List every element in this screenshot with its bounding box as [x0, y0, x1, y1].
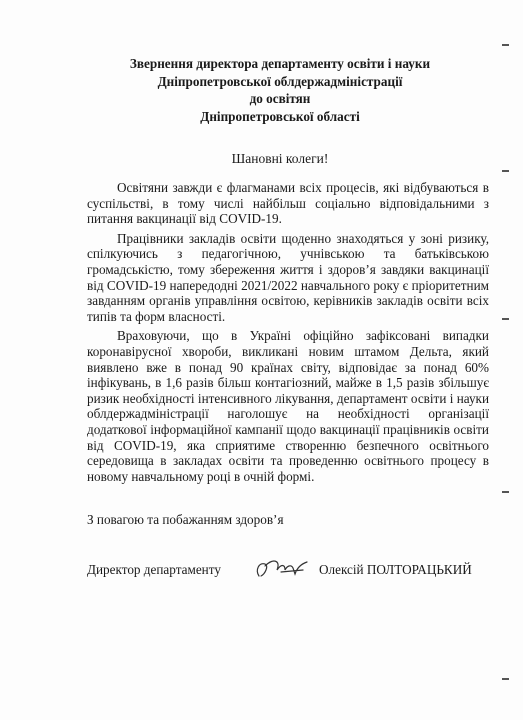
- heading-line: Дніпропетровської облдержадміністрації: [157, 73, 403, 89]
- greeting: Шановні колеги!: [231, 151, 329, 166]
- margin-dash: [502, 318, 509, 320]
- heading-line: Звернення директора департаменту освіти і науки: [129, 56, 431, 71]
- document-heading: [60, 55, 500, 125]
- paragraph: Враховуючи, що в Україні офіційно зафіксовані випадки коронавірусної хвороби, викликані новим штамом Дельта, який виявлено вже в понад 90 країнах світу, відповідає за понад 60% інфікувань, в 1,6 разів більш контагіозний, майже в 1,5 разів збільшує ризик необхідності інтенсивного лікування, департамент освіти і науки облдержадміністрації наголошує на необхідності організації додаткової інформаційної кампанії щодо вакцинації працівників освіти від COVID-19, яка сприятиме створенню безпечного освітнього середовища в закладах освіти та проведенню освітнього процесу в новому навчальному році в очній формі.: [87, 328, 489, 484]
- paragraph: Освітяни завжди є флагманами всіх процесів, які відбуваються в суспільстві, в тому числі найбільш соціально відповідальними з питання вакцинації від COVID-19.: [87, 180, 489, 227]
- scan-margin-marks: [493, 0, 523, 720]
- heading-line: до освітян: [249, 91, 311, 106]
- margin-dash: [502, 678, 509, 680]
- margin-dash: [502, 170, 509, 172]
- closing-line: З повагою та побажанням здоров’я: [87, 512, 284, 527]
- document-body: [87, 180, 489, 488]
- signatory-name: Олексій ПОЛТОРАЦЬКИЙ: [319, 562, 472, 577]
- handwritten-signature: [251, 552, 311, 586]
- signature-block: [87, 560, 497, 590]
- paragraph: Працівники закладів освіти щоденно знаходяться у зоні ризику, спілкуючись з педагогічною, учнівською та батьківською громадськістю, тому збереження життя і здоров’я завдяки вакцинації від COVID-19 напередодні 2021/2022 навчального року є пріоритетним завданням органів управління освітою, керівників закладів освіти всіх типів та форм власності.: [87, 230, 489, 324]
- margin-dash: [502, 44, 509, 46]
- heading-line: Дніпропетровської області: [200, 108, 360, 124]
- margin-dash: [502, 491, 509, 493]
- signatory-title: Директор департаменту: [87, 562, 221, 577]
